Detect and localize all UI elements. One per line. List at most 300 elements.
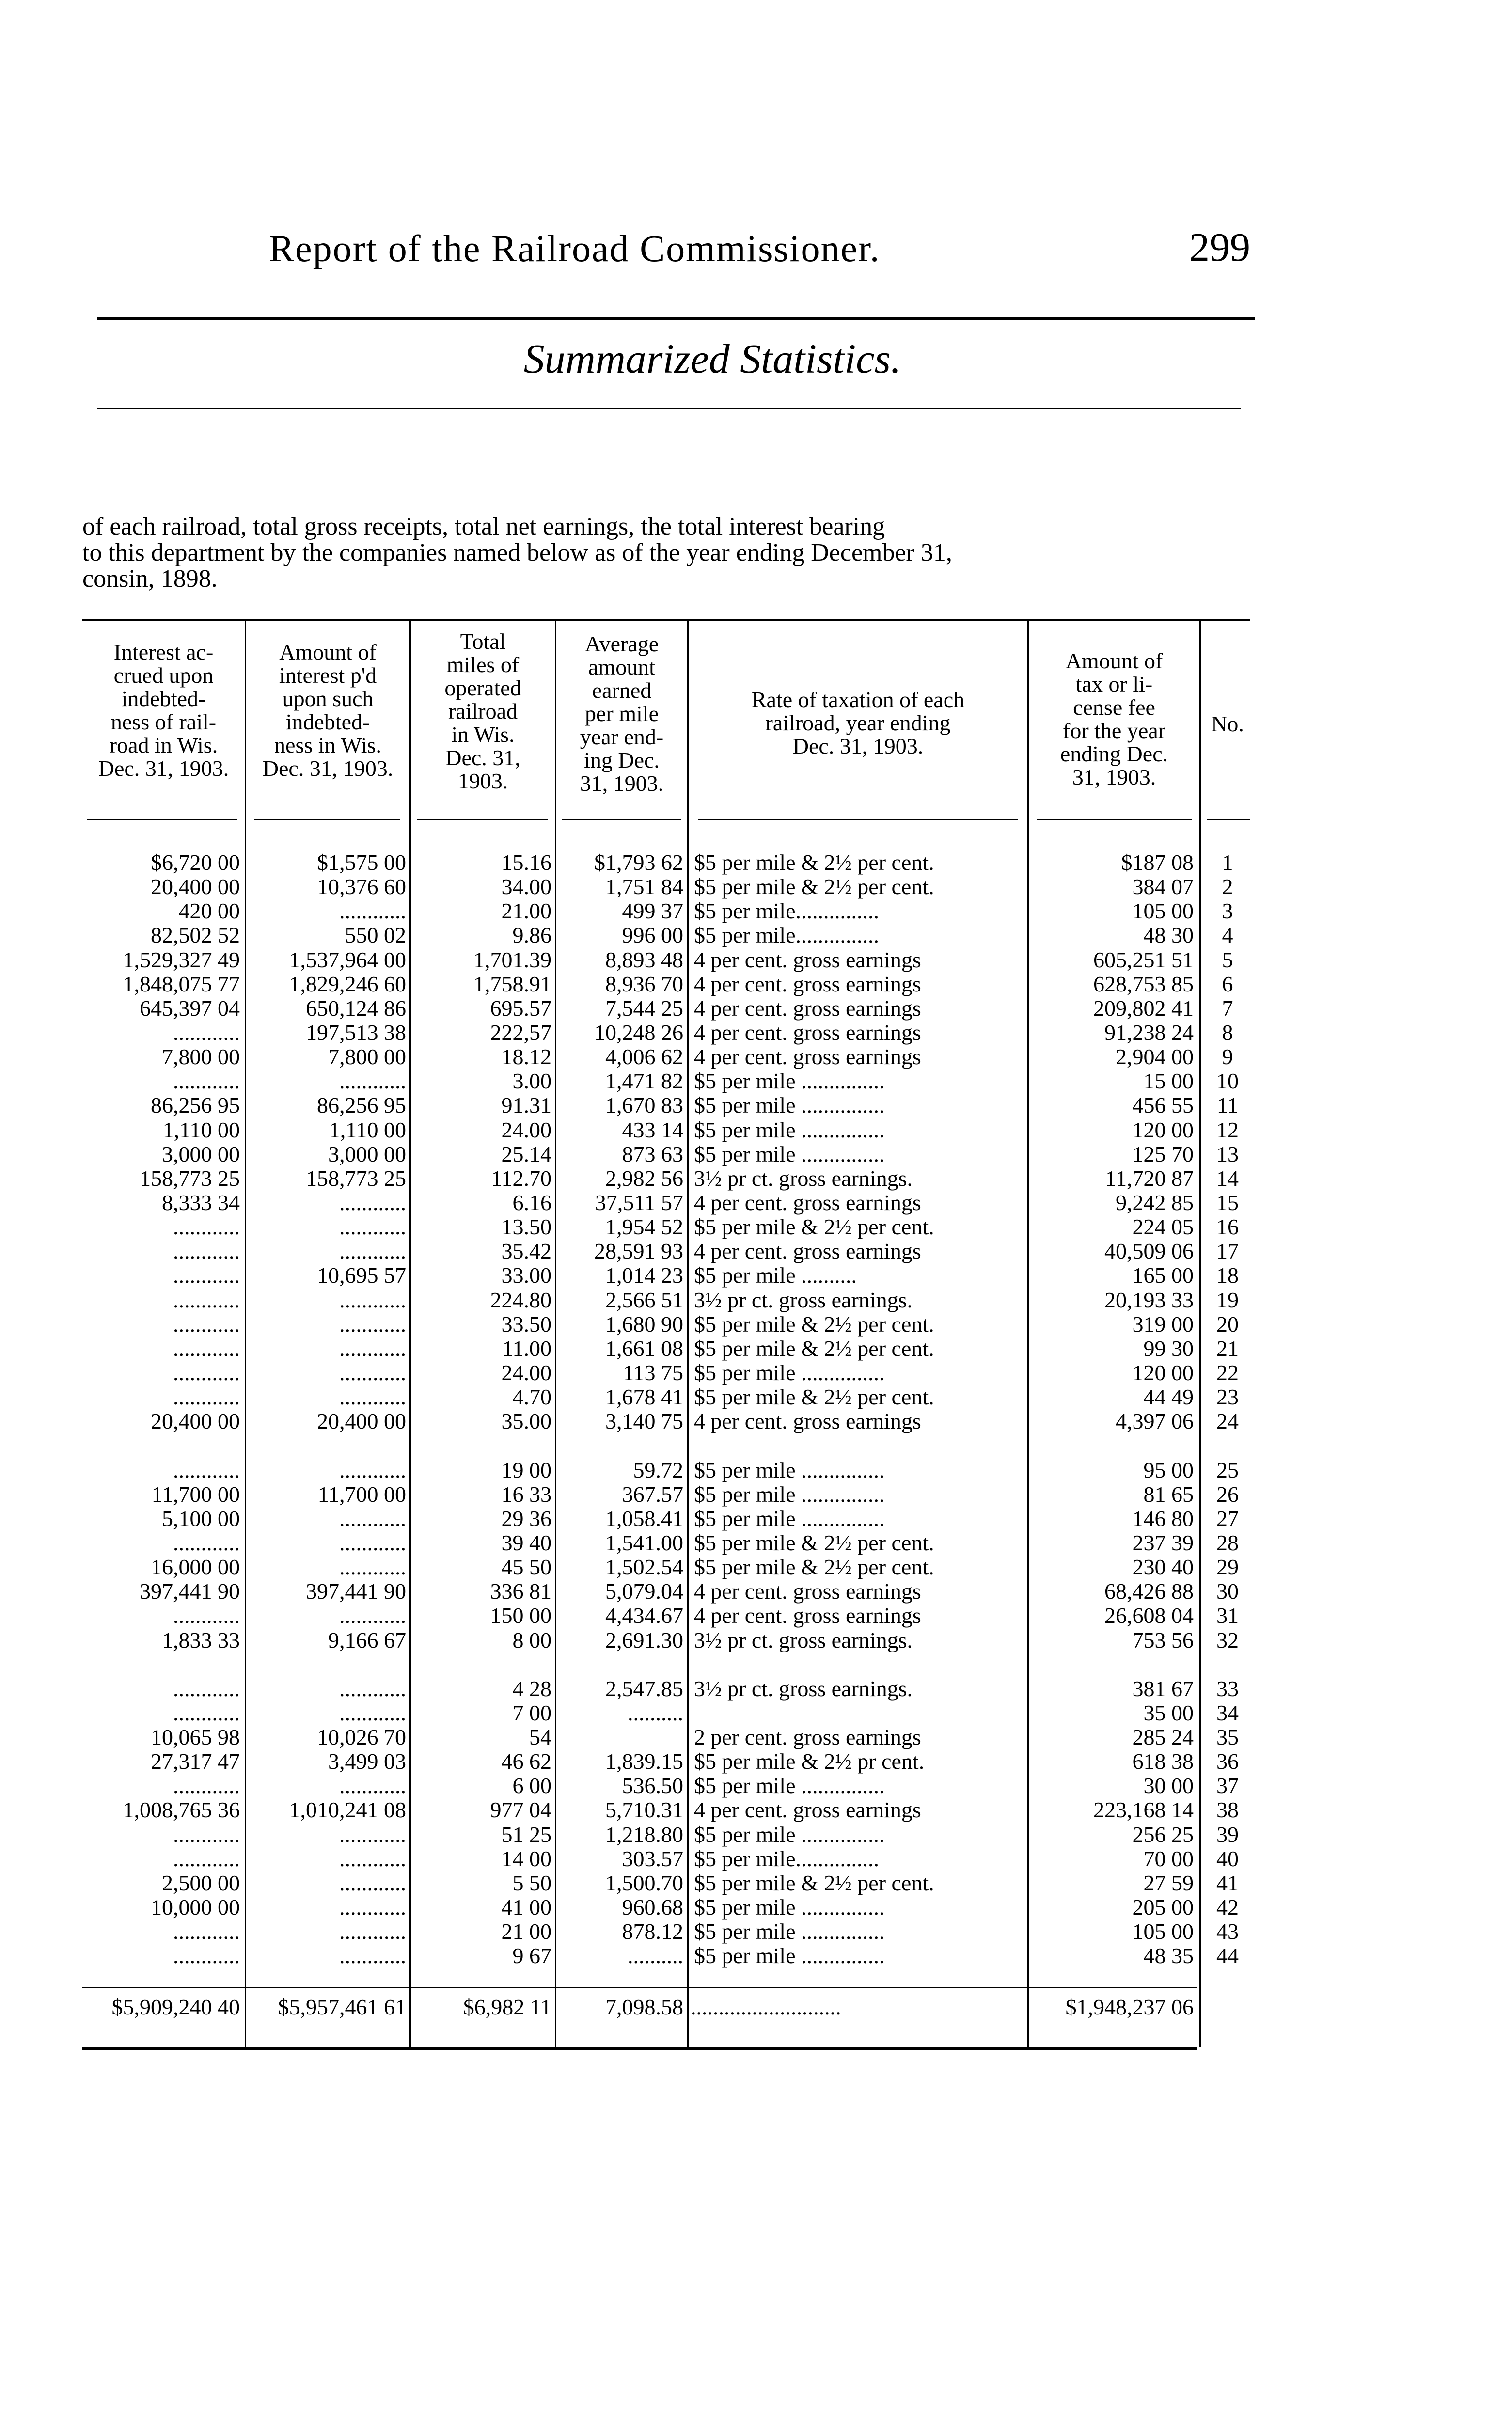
table-cell-rate: $5 per mile ............... <box>694 1506 885 1531</box>
table-cell-tax: 456 55 <box>1132 1093 1194 1118</box>
table-cell-int: ............ <box>173 1458 240 1482</box>
table-cell-rate <box>694 1433 1027 1458</box>
table-cell-miles: 91.31 <box>501 1093 551 1118</box>
table-cell-miles: 34.00 <box>501 875 551 899</box>
header-line: upon such <box>282 686 374 711</box>
header-number <box>1201 712 1254 736</box>
table-cell-no: 35 <box>1216 1725 1239 1750</box>
table-cell-miles: 695.57 <box>490 996 551 1021</box>
table-cell-paid: ............ <box>339 1871 406 1895</box>
table-cell-miles: 25.14 <box>501 1142 551 1166</box>
table-cell-paid: 7,800 00 <box>328 1045 406 1070</box>
table-cell-int: 1,008,765 36 <box>123 1798 240 1823</box>
table-cell-paid: ............ <box>339 1895 406 1920</box>
table-cell-rate: $5 per mile ............... <box>694 1920 885 1944</box>
header-line: Total <box>460 629 506 654</box>
table-cell-paid: ............ <box>339 1506 406 1531</box>
header-line: Interest ac- <box>113 640 214 664</box>
total-rate-leader: ........................... <box>691 1995 841 2019</box>
table-cell-rate: $5 per mile ............... <box>694 1360 885 1385</box>
table-cell-rate: $5 per mile .......... <box>694 1263 857 1288</box>
table-cell-int: 397,441 90 <box>140 1579 240 1604</box>
table-cell-avg: 1,661 08 <box>605 1336 683 1361</box>
header-line: Dec. 31, 1903. <box>792 734 924 758</box>
table-cell-tax: 381 67 <box>1132 1676 1194 1701</box>
table-cell-int: ............ <box>173 1239 240 1264</box>
table-cell-int: 645,397 04 <box>140 996 240 1021</box>
table-cell-avg: 1,751 84 <box>605 875 683 899</box>
intro-paragraph <box>82 514 1265 592</box>
total-tax-amount: $1,948,237 06 <box>1065 1995 1194 2019</box>
table-cell-miles: 5 50 <box>512 1871 551 1895</box>
table-cell-tax: 618 38 <box>1132 1749 1194 1774</box>
table-cell-tax: 35 00 <box>1143 1700 1194 1725</box>
table-cell-paid: ............ <box>339 1555 406 1580</box>
table-cell-tax: 146 80 <box>1132 1506 1194 1531</box>
table-cell-rate: $5 per mile & 2½ pr cent. <box>694 1749 925 1774</box>
table-cell-no: 31 <box>1216 1604 1239 1628</box>
table-cell-int: ............ <box>173 1676 240 1701</box>
table-cell-paid: 11,700 00 <box>317 1482 406 1507</box>
header-line: in Wis. <box>451 722 515 747</box>
intro-line: of each railroad, total gross receipts, total net earnings, the total interest bearing <box>82 513 885 540</box>
table-cell-no: 10 <box>1216 1069 1239 1094</box>
table-cell-paid: 86,256 95 <box>317 1093 406 1118</box>
table-cell-paid: ............ <box>339 1700 406 1725</box>
total-miles: $6,982 11 <box>463 1995 551 2019</box>
table-cell-tax: 15 00 <box>1143 1069 1194 1094</box>
header-line: Average <box>584 631 659 656</box>
table-cell-int: 11,700 00 <box>151 1482 240 1507</box>
table-cell-rate: $5 per mile ............... <box>694 1093 885 1118</box>
table-cell-rate: 4 per cent. gross earnings <box>694 1020 921 1045</box>
table-cell-miles: 51 25 <box>501 1822 551 1847</box>
table-cell-paid: ............ <box>339 1312 406 1337</box>
table-cell-avg: 1,014 23 <box>605 1263 683 1288</box>
table-cell-miles: 18.12 <box>501 1045 551 1070</box>
table-cell-tax: 44 49 <box>1143 1385 1194 1410</box>
table-cell-paid: ............ <box>339 1190 406 1215</box>
header-line: per mile <box>585 701 659 726</box>
table-cell-rate: 3½ pr ct. gross earnings. <box>694 1676 913 1701</box>
table-cell-tax: 40,509 06 <box>1104 1239 1194 1264</box>
table-cell-int: 8,333 34 <box>162 1190 240 1215</box>
table-cell-int: ............ <box>173 1288 240 1312</box>
table-cell-paid: ............ <box>339 1604 406 1628</box>
header-line: ness in Wis. <box>274 733 381 757</box>
table-cell-tax <box>1029 1652 1194 1677</box>
table-cell-tax: 26,608 04 <box>1104 1604 1194 1628</box>
table-cell-avg: 4,434.67 <box>605 1604 683 1628</box>
table-cell-rate: $5 per mile............... <box>694 899 879 924</box>
table-cell-tax: 384 07 <box>1132 875 1194 899</box>
table-cell-miles: 112.70 <box>491 1166 551 1191</box>
table-cell-tax: 628,753 85 <box>1093 972 1194 996</box>
table-cell-miles: 46 62 <box>501 1749 551 1774</box>
table-cell-paid: $1,575 00 <box>317 850 406 875</box>
table-cell-paid: 3,000 00 <box>328 1142 406 1166</box>
table-cell-tax: 4,397 06 <box>1116 1409 1194 1434</box>
table-cell-miles <box>411 1652 551 1677</box>
table-cell-avg: 59.72 <box>633 1458 683 1482</box>
table-cell-miles: 1,758.91 <box>473 972 551 996</box>
table-cell-tax: 30 00 <box>1143 1774 1194 1798</box>
table-cell-miles: 33.00 <box>501 1263 551 1288</box>
table-cell-paid: 158,773 25 <box>306 1166 406 1191</box>
table-cell-miles: 14 00 <box>501 1846 551 1871</box>
table-cell-no <box>1201 1433 1254 1458</box>
table-cell-miles: 222,57 <box>490 1020 551 1045</box>
subtitle-rule <box>97 408 1241 409</box>
table-cell-rate: 4 per cent. gross earnings <box>694 1190 921 1215</box>
header-total-miles <box>411 630 555 793</box>
table-cell-rate: $5 per mile ............... <box>694 1895 885 1920</box>
table-cell-paid: ............ <box>339 1239 406 1264</box>
table-cell-avg: 1,678 41 <box>605 1385 683 1410</box>
table-cell-rate: $5 per mile & 2½ per cent. <box>694 850 934 875</box>
table-cell-no: 40 <box>1216 1846 1239 1871</box>
header-line: cense fee <box>1073 695 1155 720</box>
header-underline <box>254 819 400 820</box>
header-tax-amount <box>1029 649 1199 789</box>
table-cell-tax: 237 39 <box>1132 1530 1194 1555</box>
table-cell-rate: $5 per mile & 2½ per cent. <box>694 1215 934 1240</box>
table-cell-no: 41 <box>1216 1871 1239 1895</box>
table-cell-paid: 1,110 00 <box>329 1117 406 1142</box>
header-underline <box>417 819 548 820</box>
table-cell-tax: 120 00 <box>1132 1360 1194 1385</box>
table-cell-rate: $5 per mile & 2½ per cent. <box>694 1385 934 1410</box>
header-line: 1903. <box>457 769 508 793</box>
table-cell-no: 43 <box>1216 1920 1239 1944</box>
table-cell-no: 20 <box>1216 1312 1239 1337</box>
totals-rule <box>82 1987 1197 1988</box>
table-cell-rate: $5 per mile ............... <box>694 1822 885 1847</box>
table-cell-rate: 4 per cent. gross earnings <box>694 1604 921 1628</box>
table-cell-miles: 977 04 <box>490 1798 551 1823</box>
table-cell-miles: 21.00 <box>501 899 551 924</box>
table-cell-no: 12 <box>1216 1117 1239 1142</box>
table-cell-rate: 3½ pr ct. gross earnings. <box>694 1288 913 1312</box>
table-cell-int: 420 00 <box>178 899 240 924</box>
table-cell-int: 5,100 00 <box>162 1506 240 1531</box>
table-cell-no: 17 <box>1216 1239 1239 1264</box>
table-cell-tax <box>1029 1433 1194 1458</box>
table-cell-paid: ............ <box>339 1360 406 1385</box>
table-cell-int: 1,848,075 77 <box>123 972 240 996</box>
table-cell-int: ............ <box>173 1069 240 1094</box>
header-line: Amount of <box>279 640 377 664</box>
table-cell-int: ............ <box>173 1920 240 1944</box>
total-interest-paid: $5,957,461 61 <box>278 1995 406 2019</box>
table-cell-tax: 9,242 85 <box>1116 1190 1194 1215</box>
table-cell-int: 20,400 00 <box>151 1409 240 1434</box>
table-cell-int <box>82 1433 240 1458</box>
table-cell-rate: 3½ pr ct. gross earnings. <box>694 1628 913 1652</box>
table-cell-miles: 9.86 <box>512 923 551 948</box>
table-cell-avg: 433 14 <box>622 1117 683 1142</box>
table-cell-int: ............ <box>173 1020 240 1045</box>
table-cell-tax: 205 00 <box>1132 1895 1194 1920</box>
table-cell-tax: $187 08 <box>1121 850 1194 875</box>
table-cell-avg: 536.50 <box>622 1774 683 1798</box>
header-line: operated <box>444 676 521 700</box>
table-cell-avg: 1,839.15 <box>605 1749 683 1774</box>
table-cell-no: 22 <box>1216 1360 1239 1385</box>
table-cell-no: 33 <box>1216 1676 1239 1701</box>
table-cell-tax: 125 70 <box>1132 1142 1194 1166</box>
table-cell-int: ............ <box>173 1944 240 1968</box>
total-average-earned: 7,098.58 <box>605 1995 683 2019</box>
header-line: No. <box>1211 711 1244 736</box>
table-cell-avg: 37,511 57 <box>595 1190 683 1215</box>
table-cell-rate: 4 per cent. gross earnings <box>694 996 921 1021</box>
page-number: 299 <box>1189 225 1250 270</box>
table-cell-avg: 28,591 93 <box>594 1239 683 1264</box>
table-bottom-rule <box>82 2047 1197 2050</box>
table-cell-paid <box>246 1433 406 1458</box>
table-cell-miles: 4.70 <box>512 1385 551 1410</box>
table-cell-tax: 256 25 <box>1132 1822 1194 1847</box>
table-cell-miles: 7 00 <box>512 1700 551 1725</box>
table-cell-rate: $5 per mile ............... <box>694 1458 885 1482</box>
table-cell-tax: 20,193 33 <box>1104 1288 1194 1312</box>
table-cell-avg: 10,248 26 <box>594 1020 683 1045</box>
table-cell-no: 19 <box>1216 1288 1239 1312</box>
table-cell-no: 13 <box>1216 1142 1239 1166</box>
header-interest-accrued <box>82 641 245 780</box>
table-cell-paid: ............ <box>339 1530 406 1555</box>
table-cell-rate <box>694 1701 1027 1725</box>
table-cell-tax: 95 00 <box>1143 1458 1194 1482</box>
row-number-column <box>1201 850 1254 1968</box>
table-cell-rate: $5 per mile ............... <box>694 1482 885 1507</box>
header-underline <box>698 819 1018 820</box>
table-cell-paid: ............ <box>339 1822 406 1847</box>
table-cell-no: 23 <box>1216 1385 1239 1410</box>
header-line: 31, 1903. <box>1072 765 1156 789</box>
table-cell-avg: 2,566 51 <box>605 1288 683 1312</box>
table-cell-paid: ............ <box>339 1944 406 1968</box>
table-cell-paid: ............ <box>339 1215 406 1240</box>
table-cell-miles: 224.80 <box>490 1288 551 1312</box>
table-cell-no: 5 <box>1222 947 1233 972</box>
table-cell-paid: ............ <box>339 1385 406 1410</box>
table-cell-no: 6 <box>1222 972 1233 996</box>
table-cell-tax: 223,168 14 <box>1093 1798 1194 1823</box>
table-cell-avg: 2,547.85 <box>605 1676 683 1701</box>
header-line: indebted- <box>285 709 370 734</box>
table-cell-paid: ............ <box>339 1676 406 1701</box>
table-cell-avg: 499 37 <box>622 899 683 924</box>
top-rule <box>97 317 1255 320</box>
rate-of-taxation-column <box>694 850 1027 1968</box>
table-cell-no: 34 <box>1216 1700 1239 1725</box>
table-cell-int: ............ <box>173 1530 240 1555</box>
table-cell-avg: .......... <box>628 1944 683 1968</box>
table-cell-tax: 105 00 <box>1132 1920 1194 1944</box>
table-cell-miles: 45 50 <box>501 1555 551 1580</box>
interest-accrued-column <box>82 850 240 1968</box>
table-cell-miles: 4 28 <box>512 1676 551 1701</box>
table-cell-miles: 19 00 <box>501 1458 551 1482</box>
table-cell-avg: 878.12 <box>622 1920 683 1944</box>
table-cell-miles: 41 00 <box>501 1895 551 1920</box>
header-line: crued upon <box>113 663 214 688</box>
table-cell-no: 4 <box>1222 923 1233 948</box>
table-cell-rate: $5 per mile............... <box>694 923 879 948</box>
table-cell-avg: 303.57 <box>622 1846 683 1871</box>
header-line: Rate of taxation of each <box>751 687 965 712</box>
table-cell-int: 10,065 98 <box>151 1725 240 1750</box>
table-cell-avg: 1,058.41 <box>605 1506 683 1531</box>
table-cell-int: ............ <box>173 1360 240 1385</box>
table-cell-int: 1,110 00 <box>162 1117 240 1142</box>
table-cell-no: 2 <box>1222 875 1233 899</box>
table-cell-rate: 4 per cent. gross earnings <box>694 1579 921 1604</box>
table-cell-tax: 165 00 <box>1132 1263 1194 1288</box>
header-line: ing Dec. <box>584 748 660 772</box>
table-cell-rate: 4 per cent. gross earnings <box>694 1045 921 1070</box>
header-line: tax or li- <box>1075 672 1153 696</box>
table-cell-tax: 209,802 41 <box>1093 996 1194 1021</box>
table-cell-no: 16 <box>1216 1215 1239 1240</box>
section-subtitle: Summarized Statistics. <box>523 335 901 382</box>
table-cell-miles: 33.50 <box>501 1312 551 1337</box>
table-cell-miles: 15.16 <box>501 850 551 875</box>
header-line: earned <box>592 678 652 703</box>
header-line: Dec. 31, 1903. <box>262 756 394 781</box>
table-cell-paid: 10,695 57 <box>317 1263 406 1288</box>
table-cell-tax: 105 00 <box>1132 899 1194 924</box>
header-line: indebted- <box>121 686 206 711</box>
table-cell-no: 18 <box>1216 1263 1239 1288</box>
table-cell-avg: 4,006 62 <box>605 1045 683 1070</box>
table-cell-avg: 5,710.31 <box>605 1798 683 1823</box>
table-cell-miles <box>411 1433 551 1458</box>
table-cell-avg: 1,471 82 <box>605 1069 683 1094</box>
table-cell-miles: 21 00 <box>501 1920 551 1944</box>
header-line: interest p'd <box>279 663 377 688</box>
table-cell-avg: 3,140 75 <box>605 1409 683 1434</box>
table-cell-no: 28 <box>1216 1530 1239 1555</box>
table-cell-no: 37 <box>1216 1774 1239 1798</box>
interest-paid-column <box>246 850 406 1968</box>
table-cell-miles: 6.16 <box>512 1190 551 1215</box>
table-cell-avg: 1,680 90 <box>605 1312 683 1337</box>
table-cell-tax: 753 56 <box>1132 1628 1194 1652</box>
table-cell-tax: 285 24 <box>1132 1725 1194 1750</box>
table-cell-rate: 4 per cent. gross earnings <box>694 1798 921 1823</box>
table-cell-paid: ............ <box>339 1336 406 1361</box>
table-cell-no: 11 <box>1216 1093 1239 1118</box>
table-cell-rate: 4 per cent. gross earnings <box>694 1409 921 1434</box>
header-underline <box>87 819 237 820</box>
table-cell-avg <box>556 1433 683 1458</box>
total-interest-accrued: $5,909,240 40 <box>111 1995 240 2019</box>
table-cell-paid: 10,376 60 <box>317 875 406 899</box>
table-cell-avg: 8,936 70 <box>605 972 683 996</box>
table-cell-no: 42 <box>1216 1895 1239 1920</box>
table-cell-rate: 2 per cent. gross earnings <box>694 1725 921 1750</box>
table-cell-paid: 20,400 00 <box>317 1409 406 1434</box>
table-cell-rate: $5 per mile ............... <box>694 1944 885 1968</box>
table-cell-rate: $5 per mile & 2½ per cent. <box>694 1555 934 1580</box>
table-cell-avg: 367.57 <box>622 1482 683 1507</box>
table-cell-int: 158,773 25 <box>140 1166 240 1191</box>
table-cell-avg: 1,502.54 <box>605 1555 683 1580</box>
table-cell-no: 44 <box>1216 1944 1239 1968</box>
header-line: 31, 1903. <box>580 771 664 796</box>
header-line: ness of rail- <box>110 709 217 734</box>
table-cell-no: 39 <box>1216 1822 1239 1847</box>
table-cell-rate: $5 per mile & 2½ per cent. <box>694 1871 934 1895</box>
table-cell-miles: 16 33 <box>501 1482 551 1507</box>
table-cell-no: 14 <box>1216 1166 1239 1191</box>
table-cell-no: 9 <box>1222 1045 1233 1070</box>
table-cell-tax: 91,238 24 <box>1104 1020 1194 1045</box>
average-earned-column <box>556 850 683 1968</box>
table-cell-miles: 29 36 <box>501 1506 551 1531</box>
table-cell-int <box>82 1652 240 1677</box>
table-cell-paid: 1,829,246 60 <box>289 972 406 996</box>
table-cell-paid: ............ <box>339 899 406 924</box>
table-cell-paid: ............ <box>339 1069 406 1094</box>
table-cell-int: 2,500 00 <box>162 1871 240 1895</box>
table-cell-no: 24 <box>1216 1409 1239 1434</box>
table-cell-rate: $5 per mile & 2½ per cent. <box>694 1530 934 1555</box>
table-cell-miles: 11.00 <box>502 1336 551 1361</box>
table-cell-paid: ............ <box>339 1846 406 1871</box>
table-cell-miles: 39 40 <box>501 1530 551 1555</box>
header-underline <box>1207 819 1250 820</box>
intro-line: to this department by the companies named below as of the year ending December 31, <box>82 539 952 566</box>
table-cell-int: ............ <box>173 1822 240 1847</box>
table-cell-int: 20,400 00 <box>151 875 240 899</box>
header-line: Amount of <box>1065 648 1163 673</box>
table-cell-paid: ............ <box>339 1920 406 1944</box>
header-line: Dec. 31, 1903. <box>98 756 229 781</box>
table-cell-rate: $5 per mile ............... <box>694 1069 885 1094</box>
header-line: railroad, year ending <box>765 710 951 735</box>
table-cell-int: 1,529,327 49 <box>123 947 240 972</box>
table-cell-no: 8 <box>1222 1020 1233 1045</box>
header-rate-of-taxation <box>689 688 1027 758</box>
table-cell-miles: 3.00 <box>512 1069 551 1094</box>
table-cell-tax: 48 30 <box>1143 923 1194 948</box>
total-miles-column <box>411 850 551 1968</box>
table-cell-avg: 873 63 <box>622 1142 683 1166</box>
table-cell-tax: 81 65 <box>1143 1482 1194 1507</box>
table-cell-no: 3 <box>1222 899 1233 924</box>
header-underline <box>562 819 681 820</box>
table-cell-rate: $5 per mile ............... <box>694 1117 885 1142</box>
table-cell-int: 27,317 47 <box>151 1749 240 1774</box>
table-cell-tax: 2,904 00 <box>1116 1045 1194 1070</box>
header-line: Dec. 31, <box>445 745 520 770</box>
table-cell-tax: 70 00 <box>1143 1846 1194 1871</box>
table-cell-tax: 230 40 <box>1132 1555 1194 1580</box>
table-cell-int: ............ <box>173 1336 240 1361</box>
table-cell-no: 27 <box>1216 1506 1239 1531</box>
table-cell-miles: 8 00 <box>512 1628 551 1652</box>
table-cell-paid: 3,499 03 <box>328 1749 406 1774</box>
page-header-title: Report of the Railroad Commissioner. <box>269 227 881 269</box>
table-cell-no: 1 <box>1222 850 1233 875</box>
table-cell-avg: $1,793 62 <box>594 850 683 875</box>
table-cell-avg: 2,982 56 <box>605 1166 683 1191</box>
table-cell-no: 7 <box>1222 996 1233 1021</box>
